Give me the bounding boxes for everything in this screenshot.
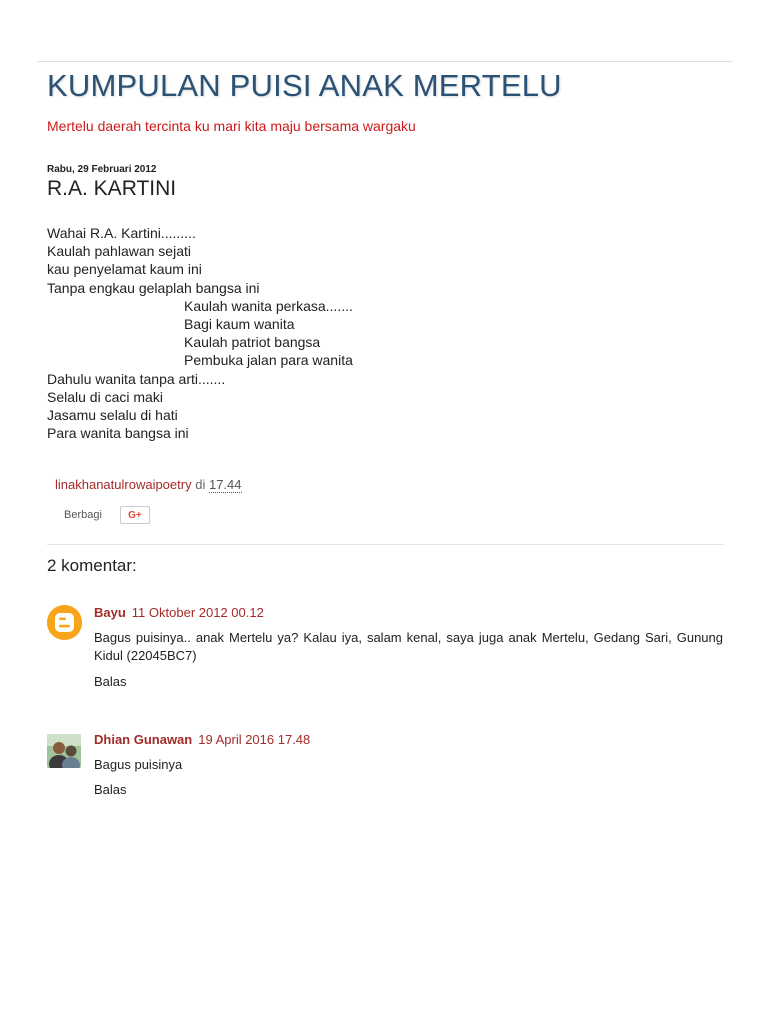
post-body (47, 224, 353, 442)
google-plus-icon: G+ (128, 509, 142, 521)
share-label: Berbagi (64, 509, 102, 521)
comment-date-link[interactable]: 19 April 2016 17.48 (198, 732, 311, 747)
comment-author-link[interactable]: Dhian Gunawan (94, 732, 193, 747)
post-date: Rabu, 29 Februari 2012 (47, 164, 157, 175)
poem-line: Dahulu wanita tanpa arti....... (47, 370, 226, 387)
poem-line: kau penyelamat kaum ini (47, 261, 202, 278)
share-bar (64, 506, 150, 524)
blogger-icon[interactable] (47, 605, 82, 640)
comment-author-link[interactable]: Bayu (94, 605, 126, 620)
comments-heading: 2 komentar: (47, 556, 137, 575)
poem-line: Kaulah patriot bangsa (184, 334, 321, 351)
poem-line: Kaulah pahlawan sejati (47, 243, 191, 260)
poem-line: Kaulah wanita perkasa....... (184, 297, 353, 314)
post-title[interactable]: R.A. KARTINI (47, 177, 177, 200)
comment-header (94, 732, 310, 747)
comment-item (47, 605, 723, 695)
header-divider (37, 61, 732, 62)
poem-line: Selalu di caci maki (47, 388, 163, 405)
poem-line: Bagi kaum wanita (184, 316, 295, 333)
poem-line: Wahai R.A. Kartini......... (47, 225, 196, 241)
poem-line: Para wanita bangsa ini (47, 425, 189, 442)
comment-date-link[interactable]: 11 Oktober 2012 00.12 (131, 605, 264, 620)
comments-divider (47, 544, 724, 545)
poem-line: Jasamu selalu di hati (47, 407, 178, 424)
poem-line: Tanpa engkau gelaplah bangsa ini (47, 279, 260, 296)
post-at-label: di (195, 477, 206, 492)
reply-link[interactable]: Balas (94, 674, 127, 689)
reply-link[interactable]: Balas (94, 782, 127, 797)
comment-text: Bagus puisinya.. anak Mertelu ya? Kalau iya, salam kenal, saya juga anak Mertelu, Gedang Sari, Gunung Kidul (22045BC7) (94, 630, 723, 663)
poem-line: Pembuka jalan para wanita (184, 352, 353, 369)
post-footer (55, 477, 242, 492)
comment-item (47, 732, 723, 802)
comment-header (94, 605, 264, 620)
blog-title[interactable]: KUMPULAN PUISI ANAK MERTELU (47, 68, 562, 103)
post-author-link[interactable]: linakhanatulrowaipoetry (55, 477, 192, 492)
user-photo-avatar[interactable] (47, 734, 81, 768)
post-timestamp-link[interactable]: 17.44 (208, 477, 242, 492)
blog-description: Mertelu daerah tercinta ku mari kita maju bersama wargaku (47, 118, 416, 134)
comment-text: Bagus puisinya (94, 757, 183, 772)
google-plus-share-button[interactable] (120, 506, 150, 524)
